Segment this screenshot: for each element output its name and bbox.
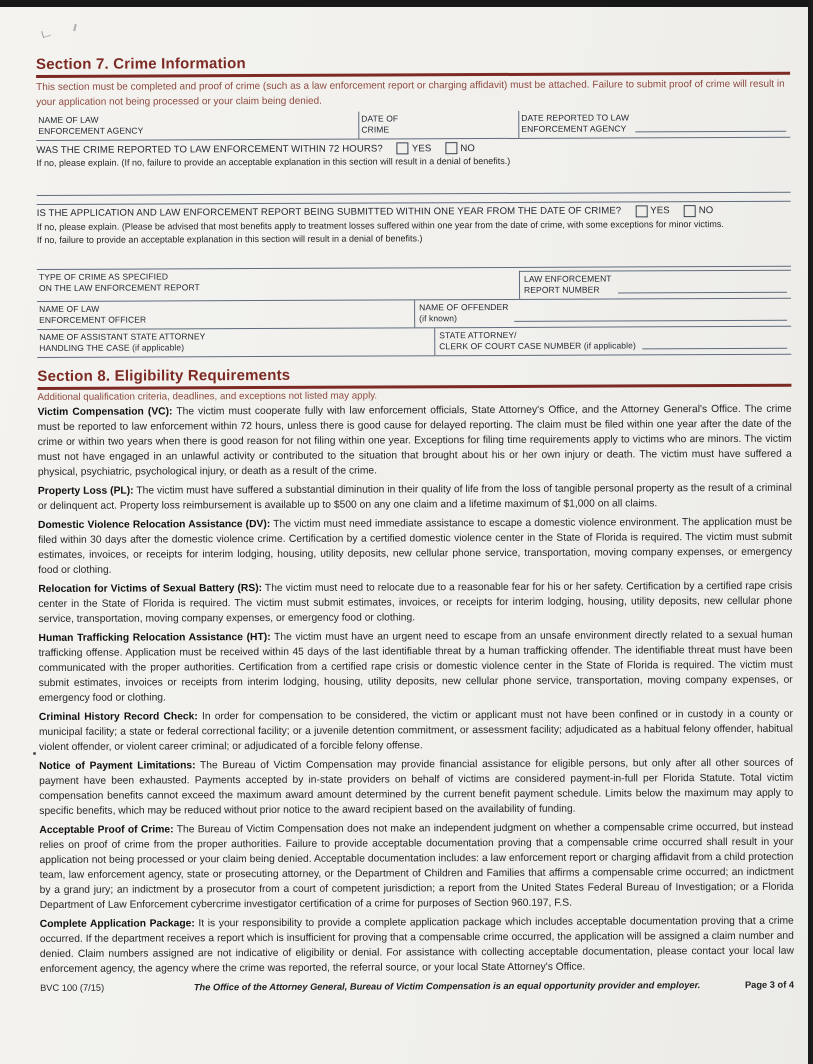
footer-statement: The Office of the Attorney General, Bureau of Victim Compensation is an equal opportunity provider and employer. xyxy=(193,979,701,992)
field-report-number[interactable] xyxy=(519,269,791,298)
paragraph-text: The Bureau of Victim Compensation does not make an independent judgment on whether a compensable crime occurred, but instead relies on proof of crime from the proper authorities. Failure to provide acceptable documentation proving that a compensable crime occurred shall result in your application not being processed or your claim being denied. Acceptable documentation includes: a law enforcement report or charging affidavit from a child protection team, law enforcement agency, state or prosecuting attorney, or the Department of Children and Families that affirms a compensable crime occurred; an indictment by a grand jury; an indictment by a prosecutor from a court of competent jurisdiction; a report from the United States Federal Bureau of Investigation; or a Florida Department of Law Enforcement cybercrime investigator certification of a crime for purposes of Section 960.197, F.S. xyxy=(39,821,794,911)
section-7-intro: This section must be completed and proof of crime (such as a law enforcement report or charging affidavit) must be attached. Failure to submit proof of crime will result in your application not being processed or your claim being denied. xyxy=(36,78,785,108)
field-date-of-crime[interactable] xyxy=(358,111,518,139)
paragraph-text: The victim must need immediate assistance to escape a domestic violence environment. The application must be filed within 30 days after the domestic violence crime. Certification by a certified domestic violence center in the State of Florida is required. The victim must submit estimates, invoices, or receipts for interim lodging, housing, utility deposits, new cellular phone service, transportation, moving company expenses, or emergency food or clothing. xyxy=(38,516,793,576)
paragraph-label: Human Trafficking Relocation Assistance (HT): xyxy=(38,631,271,644)
q-one-year-note-2: If no, failure to provide an acceptable explanation in this section will result in a denial of benefits.) xyxy=(36,233,423,245)
scan-edge-top xyxy=(0,0,813,7)
paragraph-text: The victim must have suffered a substantial diminution in their quality of life from the loss of tangible personal property as the result of a criminal or delinquent act. Property loss reimbursement is available up to $500 on any one claim and a lifetime maximum of $1,000 on all claims. xyxy=(37,482,792,512)
field-label-state-attorney-case-number: STATE ATTORNEY/ CLERK OF COURT CASE NUMBER (if applicable) xyxy=(439,329,636,351)
field-type-of-crime[interactable] xyxy=(37,267,519,300)
paragraph-label: Complete Application Package: xyxy=(39,917,195,930)
write-line-report-number[interactable] xyxy=(618,291,787,293)
section-8-eligibility-requirements xyxy=(37,364,794,976)
paragraph-text: The Bureau of Victim Compensation may provide financial assistance for eligible persons, but only after all other sources of payment have been exhausted. Payments accepted by in-state providers on behalf of victims are considered payment-in-full per Florida Statute. Total victim compensation benefits cannot exceed the maximum award amount determined by the current benefit payment schedule. Limits below the maximum may apply to specific benefits, which may be reduced without prior notice to the award recipient based on the availability of funding. xyxy=(39,757,794,817)
paragraph-text: It is your responsibility to provide a complete application package which includes acceptable documentation proving that a crime occurred. If the department receives a report which is insufficient for proving that a compensable crime occurred, the application will be assigned a claim number and denied. Claim numbers assigned are not indicative of eligibility or denial. For assistance with collecting acceptable documentation, please contact your local law enforcement agency, the agency where the crime was reported, the referral source, or your local State Attorney's Office. xyxy=(39,915,794,975)
paragraph-human-trafficking-relocation xyxy=(39,627,793,705)
paragraph-criminal-history-record-check xyxy=(39,706,793,754)
field-date-reported[interactable] xyxy=(518,110,790,138)
paragraph-domestic-violence-relocation xyxy=(38,514,792,577)
paragraph-label: Relocation for Victims of Sexual Battery (RS): xyxy=(38,582,263,595)
ink-dot-artifact xyxy=(33,752,36,755)
q72-explanation-write-line[interactable] xyxy=(36,166,790,195)
paragraph-sexual-battery-relocation xyxy=(38,578,792,626)
paragraph-label: Acceptable Proof of Crime: xyxy=(39,823,174,836)
paragraph-property-loss xyxy=(38,480,792,513)
field-assistant-state-attorney[interactable] xyxy=(37,328,434,357)
field-label-type-of-crime: TYPE OF CRIME AS SPECIFIED ON THE LAW ENFORCEMENT REPORT xyxy=(38,270,200,293)
form-number: BVC 100 (7/15) xyxy=(40,982,105,993)
question-one-year-text: IS THE APPLICATION AND LAW ENFORCEMENT REPORT BEING SUBMITTED WITHIN ONE YEAR FROM THE DATE OF CRIME? xyxy=(36,205,622,219)
field-label-agency: NAME OF LAW ENFORCEMENT AGENCY xyxy=(38,114,144,136)
paragraph-text: The victim must have an urgent need to escape from an unsafe environment directly related to a sexual human trafficking offense. Application must be received within 45 days of the last identifiable threat by a human trafficking offender. The identifiable threat must have been communicated with the proper authorities. Certification from a certified rape crisis or domestic violence center in the State of Florida is required. The victim must submit estimates, invoices or receipts from interim lodging, housing, utility deposits, new cellular phone service, transportation, moving company expenses, or emergency food or clothing. xyxy=(38,629,793,704)
q-one-year-no-label: NO xyxy=(698,205,714,217)
officer-offender-row xyxy=(37,298,791,329)
paragraph-text: The victim must need to relocate due to a reasonable fear for his or her safety. Certification by a certified rape crisis center in the State of Florida is required. The victim must submit estimates, invoices, or receipts for interim lodging, housing, utility deposits, new cellular phone service, transportation, moving company expenses, or emergency food or clothing. xyxy=(38,580,793,625)
paragraph-text: In order for compensation to be considered, the victim or applicant must not have been confined or in custody in a county or municipal facility; a state or federal correctional facility; or a juvenile detention commitment, or assessment facility; adjudicated as a habitual felony offender, habitual violent offender, or violent career criminal; or adjudicated of a forcible felony offense. xyxy=(38,708,793,753)
paragraph-acceptable-proof-of-crime xyxy=(39,819,793,912)
q72-no-group xyxy=(445,142,475,154)
scan-edge-right xyxy=(808,0,813,1064)
question-72-hours-row xyxy=(36,141,790,156)
paragraph-victim-compensation xyxy=(38,401,792,479)
form-content xyxy=(36,53,794,993)
write-line-case-number[interactable] xyxy=(642,347,787,349)
q-one-year-no-group xyxy=(684,205,714,217)
paragraph-label: Notice of Payment Limitations: xyxy=(39,759,196,772)
attorney-case-row xyxy=(37,326,791,357)
question-one-year-row xyxy=(37,204,791,219)
question-72-hours-text: WAS THE CRIME REPORTED TO LAW ENFORCEMENT WITHIN 72 HOURS? xyxy=(36,142,383,156)
agency-date-row xyxy=(36,110,790,141)
crime-type-row xyxy=(37,266,791,301)
q72-no-checkbox[interactable] xyxy=(445,142,457,154)
paragraph-text: The victim must cooperate fully with law enforcement officials, State Attorney's Office, and the Attorney General's Office. The crime must be reported to law enforcement within 72 hours, unless there is good cause for delayed reporting. The claim must be filed within one year after the date of the crime or within two years when there is good reason for not filing within one year. Exceptions for filing time requirements apply to victims who are minors. The victim must not have engaged in an unlawful activity or contributed to the situation that brought about his or her own injury or death. The victim must have suffered a physical, psychiatric, psychological injury, or death as a result of the crime. xyxy=(37,403,792,478)
paragraph-label: Domestic Violence Relocation Assistance (DV): xyxy=(38,518,271,531)
paragraph-label: Victim Compensation (VC): xyxy=(37,405,173,418)
page-indicator: Page 3 of 4 xyxy=(744,979,795,990)
write-line-date-reported[interactable] xyxy=(635,131,786,133)
field-officer[interactable] xyxy=(37,300,414,329)
pencil-mark xyxy=(40,24,80,40)
field-label-date-of-crime: DATE OF CRIME xyxy=(361,113,399,135)
q72-yes-checkbox[interactable] xyxy=(397,142,409,154)
q72-yes-group xyxy=(397,142,432,154)
q72-yes-label: YES xyxy=(411,142,432,154)
section-7-crime-information xyxy=(36,53,791,358)
page-footer xyxy=(40,979,794,992)
section-7-title: Section 7. Crime Information xyxy=(36,53,790,78)
paragraph-notice-of-payment-limitations xyxy=(39,755,793,818)
field-label-officer: NAME OF LAW ENFORCEMENT OFFICER xyxy=(39,303,147,325)
field-label-assistant-state-attorney: NAME OF ASSISTANT STATE ATTORNEY HANDLING THE CASE (if applicable) xyxy=(39,330,206,353)
q72-explain-note: If no, please explain. (If no, failure to provide an acceptable explanation in this section will result in a denial of benefits.) xyxy=(36,155,511,168)
q-one-year-no-checkbox[interactable] xyxy=(684,205,696,217)
q-one-year-yes-group xyxy=(635,205,670,217)
field-offender[interactable] xyxy=(414,298,791,327)
q-one-year-yes-label: YES xyxy=(650,205,670,217)
q-one-year-yes-checkbox[interactable] xyxy=(635,205,647,217)
paragraph-label: Property Loss (PL): xyxy=(37,485,134,497)
section-8-title: Section 8. Eligibility Requirements xyxy=(37,364,791,389)
field-label-date-reported: DATE REPORTED TO LAW ENFORCEMENT AGENCY xyxy=(521,112,630,134)
field-state-attorney-case-number[interactable] xyxy=(434,326,791,355)
section-8-subtitle: Additional qualification criteria, deadlines, and exceptions not listed may apply. xyxy=(37,390,378,403)
field-label-offender: NAME OF OFFENDER (if known) xyxy=(419,301,509,323)
q-one-year-note-1: If no, please explain. (Please be advised that most benefits apply to treatment losses suffered within one year from the date of crime, with some exceptions for minor victims. xyxy=(36,218,724,232)
field-law-enforcement-agency[interactable] xyxy=(36,112,358,140)
paragraph-label: Criminal History Record Check: xyxy=(38,710,198,723)
q72-no-label: NO xyxy=(460,142,475,154)
q-one-year-explanation-write-line[interactable] xyxy=(37,243,791,269)
field-label-report-number: LAW ENFORCEMENT REPORT NUMBER xyxy=(523,272,612,295)
paragraph-complete-application-package xyxy=(40,913,794,976)
write-line-offender[interactable] xyxy=(515,319,788,321)
question-divider-line xyxy=(37,192,791,204)
